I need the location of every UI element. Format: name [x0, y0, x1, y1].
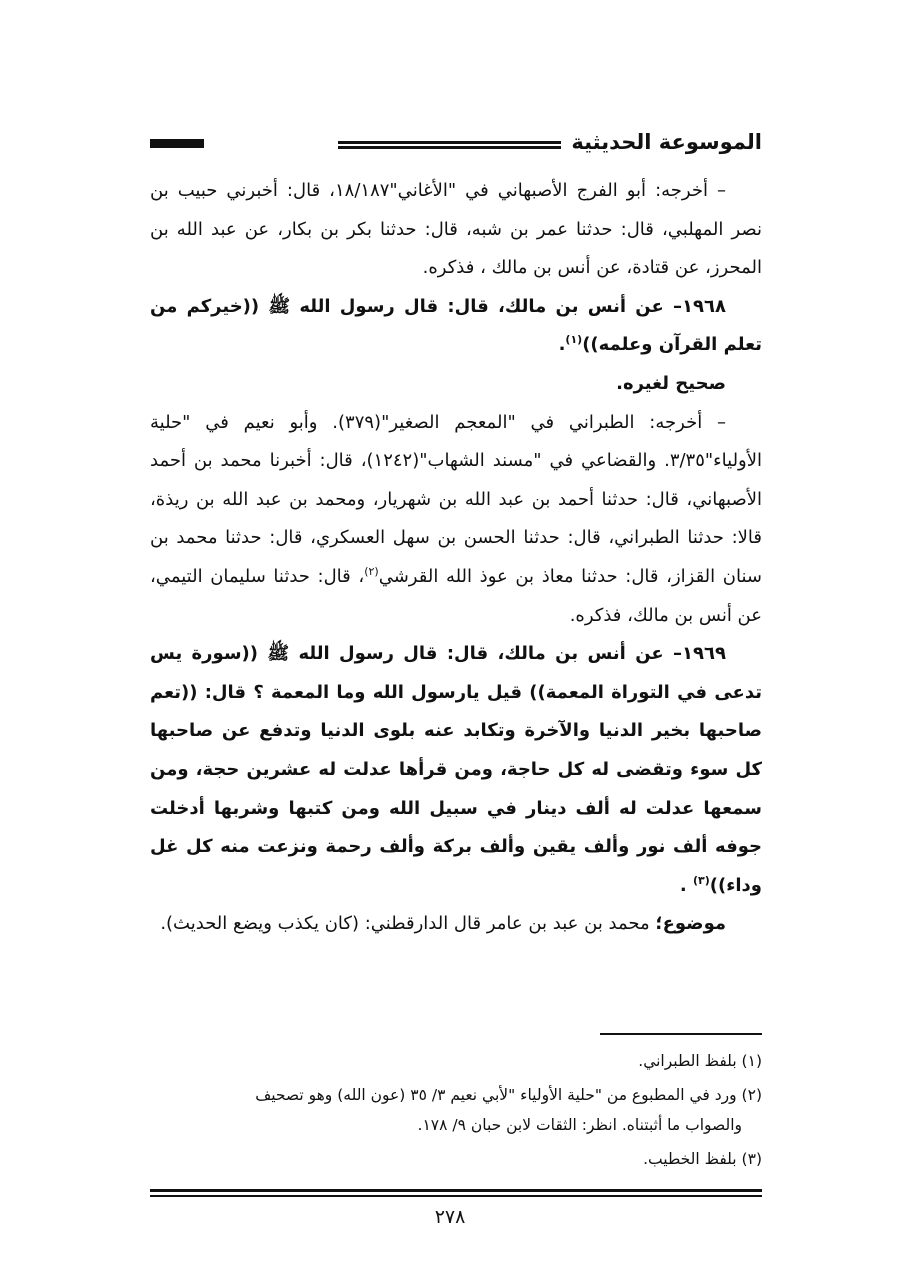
- page-number: ٢٧٨: [434, 1206, 466, 1228]
- footnote-ref-3: (٣): [692, 873, 710, 887]
- takhrij-1968: – أخرجه: الطبراني في "المعجم الصغير"(٣٧٩). وأبو نعيم في "حلية الأولياء"٣/٣٥. والقضاعي في "مسند الشهاب"(١٢٤٢)، قال: أخبرنا محمد بن أحمد الأصبهاني، قال: حدثنا أحمد بن عبد الله بن شهريار، ومحمد بن عبد الله بن ريذة، قالا: حدثنا الطبراني، قال: حدثنا الحسن بن سهل العسكري، قال: حدثنا محمد بن سنان القزاز، قال: حدثنا معاذ بن عوذ الله القرشي$^{(٢)}$، قال: حدثنا سليمان التيمي، عن أنس بن مالك، فذكره.: [150, 411, 763, 626]
- footnote-2-continued: والصواب ما أثبتناه. انظر: الثقات لابن حبان ٩/ ١٧٨.: [417, 1116, 742, 1134]
- running-header: [150, 128, 762, 158]
- grading-1969: موضوع؛ محمد بن عبد بن عامر قال الدارقطني: (كان يكذب ويضع الحديث).: [160, 913, 726, 935]
- grading-1968: صحيح لغيره.: [616, 372, 726, 394]
- footnote-ref-1: (١): [565, 333, 583, 347]
- footnotes: [150, 1046, 762, 1178]
- footer-rule-bottom: [150, 1195, 762, 1197]
- hadith-1968: ١٩٦٨– عن أنس بن مالك، قال: قال رسول الله ﷺ ((خيركم من تعلم القرآن وعلمه))$^{(١)}$.: [150, 295, 762, 356]
- footnote-2: (٢) ورد في المطبوع من "حلية الأولياء "لأبي نعيم ٣/ ٣٥ (عون الله) وهو تصحيف: [255, 1086, 762, 1104]
- header-title: الموسوعة الحديثية: [561, 128, 762, 156]
- takhrij-paragraph: – أخرجه: أبو الفرج الأصبهاني في "الأغاني"١٨/١٨٧، قال: أخبرني حبيب بن نصر المهلبي، قال: حدثنا عمر بن شبه، قال: حدثنا بكر بن بكار، عن عبد الله بن المحرز، عن قتادة، عن أنس بن مالك ، فذكره.: [150, 180, 762, 279]
- grading-label: موضوع؛: [655, 913, 726, 935]
- footnote-separator: [600, 1033, 762, 1035]
- hadith-1969: ١٩٦٩– عن أنس بن مالك، قال: قال رسول الله ﷺ ((سورة يس تدعى في التوراة المعمة)) قيل يارسول الله وما المعمة ؟ قال: ((تعم صاحبها بخير الدنيا والآخرة وتكابد عنه بلوى الدنيا وتدفع عن صاحبها كل سوء وتقضى له كل حاجة، ومن قرأها عدلت له عشرين حجة، ومن سمعها عدلت له ألف دينار في سبيل الله ومن كتبها وشربها أدخلت جوفه ألف نور وألف يقين وألف بركة وألف رحمة ونزعت منه كل غل وداء))$^{(٣)}$ .: [150, 643, 762, 896]
- footnote-1: (١) بلفظ الطبراني.: [638, 1052, 762, 1070]
- footnote-3: (٣) بلفظ الخطيب.: [643, 1150, 762, 1168]
- footer-rule-top: [150, 1189, 762, 1192]
- main-text: [150, 172, 762, 944]
- footnote-ref-2: (٢): [364, 564, 379, 578]
- header-rule-end: [150, 139, 204, 148]
